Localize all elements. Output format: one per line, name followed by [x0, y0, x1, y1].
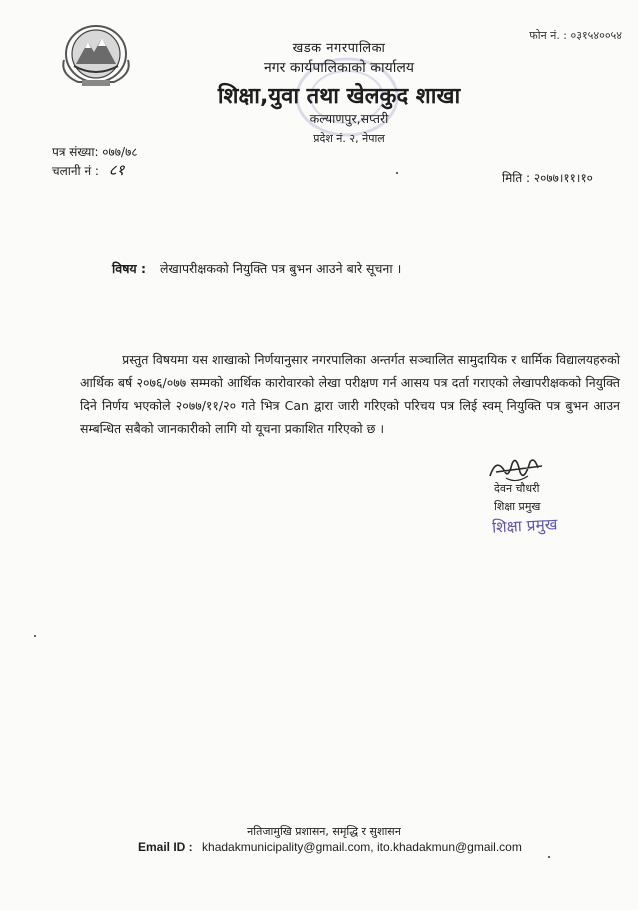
signatory-name: देवन चौधरी: [494, 482, 540, 495]
designation-stamp: शिक्षा प्रमुख: [491, 515, 558, 537]
phone-number: फोन नं. : ०३१५४००५४: [529, 29, 622, 42]
address: कल्याणपुर,सप्तरी: [309, 111, 389, 126]
signatory-block: [494, 480, 540, 516]
letter-date: मिति : २०७७।११।१०: [502, 171, 593, 185]
office-name: नगर कार्यपालिकाको कार्यालय: [264, 60, 414, 76]
reference-block: [52, 143, 138, 180]
footer-email: [138, 840, 522, 854]
signatory-title: शिक्षा प्रमुख: [494, 500, 541, 513]
footer-motto: नतिजामुखि प्रशासन, समृद्धि र सुशासन: [247, 825, 401, 838]
branch-title: शिक्षा,युवा तथा खेलकुद शाखा: [217, 84, 461, 109]
municipality-name: खडक नगरपालिका: [292, 41, 386, 56]
letter-number: पत्र संख्या: ०७७/७८: [52, 145, 138, 159]
province: प्रदेश नं. २, नेपाल: [313, 132, 385, 145]
body-paragraph: प्रस्तुत विषयमा यस शाखाको निर्णयानुसार नगरपालिका अन्तर्गत सञ्चालित सामुदायिक र धार्मिक विद्यालयहरुको आर्थिक बर्ष २०७६/०७७ सम्मको आर्थिक कारोवारको लेखा परीक्षण गर्न आसय पत्र दर्ता गराएको लेखापरीक्षकको नियुक्ति दिने निर्णय भएकोले २०७७/११/२० गते भित्र Can द्वारा जारी गरिएको परिचय पत्र लिई स्वम् नियुक्ति पत्र बुभन आउन सम्बन्धित सबैको जानकारीको लागि यो यूचना प्रकाशित गरिएको छ ।: [80, 352, 624, 436]
dispatch-label: चलानी नं :: [52, 164, 99, 178]
dispatch-number-row: [52, 161, 138, 180]
subject-label: विषय :: [112, 261, 147, 276]
scan-speck: [34, 635, 36, 637]
email-label: Email ID :: [138, 840, 193, 854]
dispatch-number-handwritten: ८१: [108, 161, 125, 179]
subject-text: लेखापरीक्षकको नियुक्ति पत्र बुभन आउने बारे सूचना ।: [160, 261, 402, 276]
scan-speck: [548, 856, 550, 858]
subject-line: [112, 260, 401, 277]
scan-speck: [396, 172, 398, 174]
email-addresses: khadakmunicipality@gmail.com, ito.khadakmun@gmail.com: [202, 840, 522, 854]
